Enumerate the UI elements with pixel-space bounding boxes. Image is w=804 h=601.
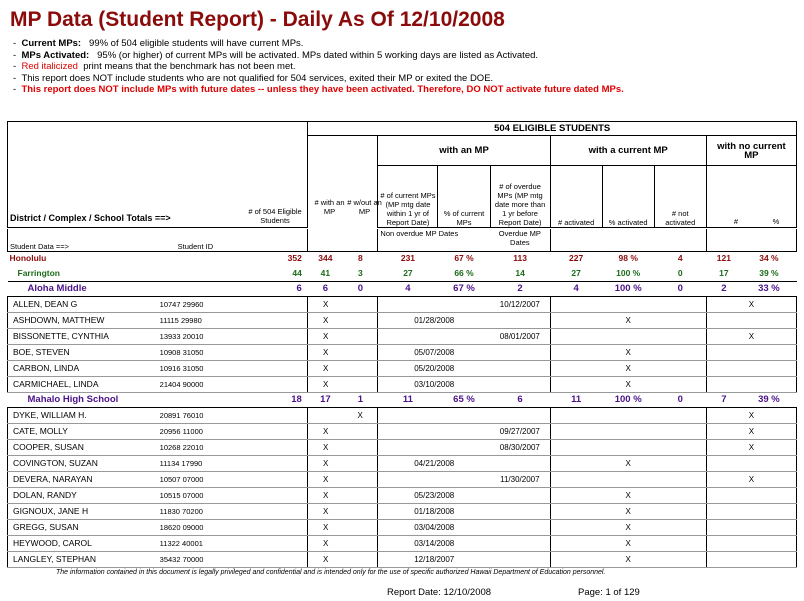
student-row[interactable] [8,519,797,535]
non-overdue-date: 01/28/2008 [378,312,490,328]
student-row[interactable] [8,503,797,519]
overdue-date: 08/01/2007 [490,328,550,344]
confidential-notice: The information contained in this document is legally privileged and confidential and is intended only for the use of specific authorized Hawaii Department of Education personnel. [56,569,606,576]
student-name: COVINGTON, SUZAN [8,455,158,471]
without-mp-mark [343,423,378,439]
student-name: DEVERA, NARAYAN [8,471,158,487]
with-mp-mark: X [308,535,343,551]
activated-mark: X [550,360,706,376]
activated-mark: X [550,312,706,328]
without-mp-mark [343,360,378,376]
activated-mark [550,439,706,455]
student-name: CARMICHAEL, LINDA [8,376,158,392]
student-id: 18620 09000 [158,519,308,535]
without-mp-mark [343,376,378,392]
overdue-mps-col: # of overdue MPs (MP mtg date more than 1 yr before Report Date) [490,166,550,228]
no-current-mark: X [706,423,796,439]
with-mp-mark: X [308,296,343,312]
student-row[interactable] [8,360,797,376]
student-row[interactable] [8,471,797,487]
student-id: 10268 22010 [158,439,308,455]
overdue-date [490,407,550,423]
student-id: 11322 40001 [158,535,308,551]
without-mp-mark [343,487,378,503]
student-row[interactable] [8,407,797,423]
without-mp-mark [343,519,378,535]
with-mp-mark: X [308,376,343,392]
with-mp-mark: X [308,455,343,471]
student-name: COOPER, SUSAN [8,439,158,455]
with-mp-mark: X [308,551,343,567]
overdue-date [490,312,550,328]
overdue-date: 11/30/2007 [490,471,550,487]
student-row[interactable] [8,551,797,567]
non-overdue-date [378,328,490,344]
student-row[interactable] [8,312,797,328]
non-overdue-dates-header: Non overdue MP Dates [378,229,490,251]
no-current-mark [706,455,796,471]
student-name: ALLEN, DEAN G [8,296,158,312]
student-id: 11830 70200 [158,503,308,519]
overdue-date [490,360,550,376]
activated-mark: X [550,487,706,503]
overdue-date [490,551,550,567]
non-overdue-date: 04/21/2008 [378,455,490,471]
student-id: 10747 29960 [158,296,308,312]
student-name: HEYWOOD, CAROL [8,535,158,551]
school-row-aloha[interactable]: Aloha Middle 6 6 0 4 67 % 2 4 100 % 0 2 33 % [8,281,797,296]
aloha-student-rows [8,296,797,392]
with-mp-mark: X [308,519,343,535]
student-id: 20956 11000 [158,423,308,439]
student-id: 10507 07000 [158,471,308,487]
with-an-mp-header: with an MP [378,136,550,166]
without-mp-mark [343,296,378,312]
student-name: ASHDOWN, MATTHEW [8,312,158,328]
student-name: CATE, MOLLY [8,423,158,439]
with-mp-mark: X [308,487,343,503]
eligible-students-header: 504 ELIGIBLE STUDENTS [308,122,797,136]
student-row[interactable] [8,296,797,312]
without-mp-mark [343,328,378,344]
no-current-mark [706,376,796,392]
student-id: 11115 29980 [158,312,308,328]
student-name: BOE, STEVEN [8,344,158,360]
student-name: DYKE, WILLIAM H. [8,407,158,423]
with-mp-mark: X [308,439,343,455]
without-mp-mark [343,455,378,471]
with-mp-mark: X [308,312,343,328]
no-current-mark: X [706,328,796,344]
report-title: MP Data (Student Report) - Daily As Of 12/10/2008 [10,8,505,31]
student-name: GREGG, SUSAN [8,519,158,535]
report-notes [13,38,624,96]
with-mp-mark: X [308,503,343,519]
no-current-mark [706,360,796,376]
student-id-header: Student ID [158,229,308,251]
student-id: 13933 20010 [158,328,308,344]
student-id: 10515 07000 [158,487,308,503]
no-current-mark: X [706,296,796,312]
activated-mark [550,423,706,439]
overdue-date [490,376,550,392]
without-mp-col: # w/out an MP [347,198,382,216]
overdue-date: 10/12/2007 [490,296,550,312]
without-mp-mark: X [343,407,378,423]
student-id: 11134 17990 [158,455,308,471]
student-row[interactable] [8,344,797,360]
no-current-pct-col: % [772,217,780,226]
with-mp-mark: X [308,360,343,376]
without-mp-mark [343,535,378,551]
activated-mark [550,328,706,344]
page-number: Page: 1 of 129 [578,587,640,598]
student-name: BISSONETTE, CYNTHIA [8,328,158,344]
non-overdue-date: 12/18/2007 [378,551,490,567]
non-overdue-date: 05/07/2008 [378,344,490,360]
student-id: 10908 31050 [158,344,308,360]
no-current-mp-header: with no current MP [706,136,796,166]
no-current-mark [706,503,796,519]
current-mps-col: # of current MPs (MP mtg date within 1 yr of Report Date) [378,166,438,228]
activated-mark [550,296,706,312]
overdue-date: 08/30/2007 [490,439,550,455]
no-current-mark [706,312,796,328]
pct-current-col: % of current MPs [438,166,490,228]
without-mp-mark [343,439,378,455]
activated-mark: X [550,344,706,360]
note-current-mps: - Current MPs: 99% of 504 eligible students will have current MPs. [13,38,304,49]
with-current-mp-header: with a current MP [550,136,706,166]
activated-mark: X [550,519,706,535]
with-mp-mark: X [308,328,343,344]
eligible-col: # of 504 Eligible Students [248,207,302,225]
no-current-mark [706,519,796,535]
complex-row[interactable]: Farrington 44 41 3 27 66 % 14 27 100 % 0 17 39 % [17,267,779,278]
overdue-date [490,503,550,519]
activated-mark: X [550,551,706,567]
non-overdue-date: 01/18/2008 [378,503,490,519]
non-overdue-date [378,423,490,439]
student-row[interactable] [8,328,797,344]
student-name: LANGLEY, STEPHAN [8,551,158,567]
without-mp-mark [343,471,378,487]
student-row[interactable] [8,439,797,455]
overdue-date [490,535,550,551]
non-overdue-date [378,296,490,312]
no-current-mark [706,535,796,551]
activated-mark: X [550,376,706,392]
student-id: 21404 90000 [158,376,308,392]
with-mp-mark: X [308,423,343,439]
without-mp-mark [343,503,378,519]
with-mp-col: # with an MP [314,198,345,216]
report-date: Report Date: 12/10/2008 [387,587,492,598]
non-overdue-date: 05/20/2008 [378,360,490,376]
non-overdue-date: 03/14/2008 [378,535,490,551]
activated-mark: X [550,503,706,519]
no-current-mark [706,344,796,360]
student-id: 35432 70000 [158,551,308,567]
note-not-qualified: - This report does NOT include students who are not qualified for 504 services, exited their MP or exited the DOE. [13,72,494,84]
no-current-num-col: # [733,217,739,226]
student-id: 10916 31050 [158,360,308,376]
activated-mark: X [550,455,706,471]
district-row[interactable]: Honolulu 352 344 8 231 67 % 113 227 98 % 4 121 34 % [9,253,779,263]
non-overdue-date: 05/23/2008 [378,487,490,503]
with-mp-mark: X [308,471,343,487]
no-current-mark: X [706,471,796,487]
student-row[interactable] [8,376,797,392]
overdue-date [490,344,550,360]
overdue-date [490,455,550,471]
student-report-table [7,121,797,228]
overdue-date [490,487,550,503]
no-current-mark: X [706,407,796,423]
note-red-italic: - Red italicized print means that the benchmark has not been met. [13,61,296,72]
without-mp-mark [343,344,378,360]
student-name: GIGNOUX, JANE H [8,503,158,519]
overdue-date [490,519,550,535]
student-row[interactable] [8,487,797,503]
school-row-mahalo[interactable]: Mahalo High School 18 17 1 11 65 % 6 11 100 % 0 7 39 % [8,392,797,407]
student-id: 20891 76010 [158,407,308,423]
student-row[interactable] [8,455,797,471]
note-future-dates: - This report does NOT include MPs with future dates -- unless they have been activated. Therefore, DO NOT activate future dated MPs. [13,84,624,95]
student-name: CARBON, LINDA [8,360,158,376]
no-current-mark [706,487,796,503]
student-row[interactable] [8,535,797,551]
student-name: DOLAN, RANDY [8,487,158,503]
non-overdue-date: 03/04/2008 [378,519,490,535]
district-totals-header: District / Complex / School Totals ==> [8,122,308,228]
without-mp-mark [343,551,378,567]
pct-activated-col: % activated [602,166,654,228]
activated-col: # activated [550,166,602,228]
non-overdue-date: 03/10/2008 [378,376,490,392]
student-row[interactable] [8,423,797,439]
not-activated-col: # not activated [654,166,706,228]
non-overdue-date [378,439,490,455]
non-overdue-date [378,407,490,423]
activated-mark [550,407,706,423]
with-mp-mark: X [308,344,343,360]
no-current-mark [706,551,796,567]
mahalo-student-rows [8,407,797,567]
no-current-mark: X [706,439,796,455]
student-data-label: Student Data ==> [8,229,158,251]
with-mp-mark [308,407,343,423]
non-overdue-date [378,471,490,487]
overdue-dates-header: Overdue MP Dates [490,229,550,251]
without-mp-mark [343,312,378,328]
activated-mark: X [550,535,706,551]
overdue-date: 09/27/2007 [490,423,550,439]
activated-mark [550,471,706,487]
student-data-table [7,229,797,568]
note-mps-activated: - MPs Activated: 95% (or higher) of current MPs will be activated. MPs dated within 5 working days are listed as Activated. [13,49,539,61]
